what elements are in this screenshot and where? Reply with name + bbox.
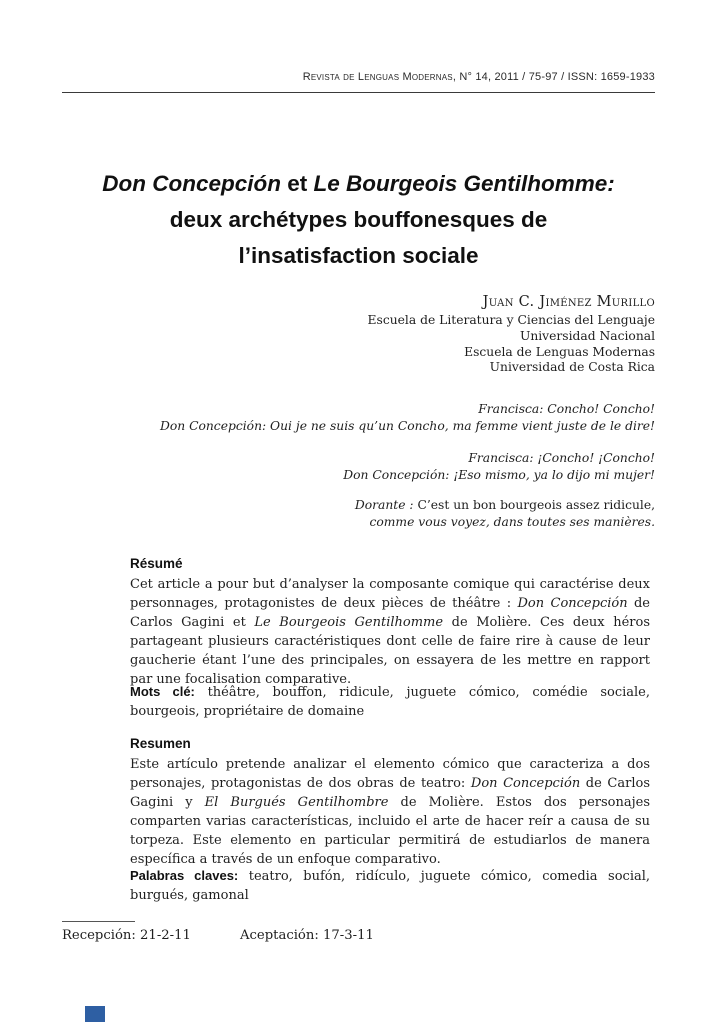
- palabras-claves-label: Palabras claves:: [130, 868, 239, 883]
- palabras-claves-text: teatro, bufón, ridículo, juguete cómico, comedia social, burgués, gamonal: [130, 869, 651, 903]
- author-block: [368, 294, 655, 376]
- epigraph-line: Don Concepción: Oui je ne suis qu’un Concho, ma femme vient juste de le dire!: [159, 419, 655, 433]
- epigraph-line: Francisca: Concho! Concho!: [478, 402, 655, 416]
- epigraph-line: Don Concepción: ¡Eso mismo, ya lo dijo mi mujer!: [343, 468, 655, 482]
- epigraph-line: comme vous voyez, dans toutes ses manières.: [369, 515, 655, 529]
- resumen-paragraph: Este artículo pretende analizar el elemento cómico que caracteriza a dos personajes, protagonistas de dos obras de teatro: Don Concepción de Carlos Gagini y El Burgués Gentilhombre de Molière. Estos dos personajes comparten varias características, incluido el arte de hacer reír a causa de su torpeza. Este elemento en particular permitirá de estudiarlos de manera específica a través de un enfoque comparativo.: [130, 757, 651, 867]
- epigraph-quote-1: [120, 401, 655, 435]
- resume-heading: Résumé: [130, 556, 183, 571]
- mots-cle-text: théâtre, bouffon, ridicule, juguete cómico, comédie sociale, bourgeois, propriétaire de domaine: [130, 685, 650, 719]
- mots-cle-block: [130, 682, 650, 721]
- epigraph-line: Francisca: ¡Concho! ¡Concho!: [468, 451, 655, 465]
- epigraph-quote-3: [120, 497, 655, 531]
- mots-cle-label: Mots clé:: [130, 684, 195, 699]
- author-affiliation: Escuela de Literatura y Ciencias del Lenguaje: [367, 313, 655, 327]
- footnote-separator-rule: [62, 921, 135, 922]
- author-affiliation: Universidad de Costa Rica: [489, 360, 655, 375]
- article-title-line3: l’insatisfaction sociale: [238, 243, 479, 268]
- author-name: Juan C. Jiménez Murillo: [482, 294, 655, 310]
- page-corner-mark: [85, 1006, 105, 1022]
- author-affiliation: Escuela de Lenguas Modernas: [464, 344, 655, 359]
- journal-header-line: Revista de Lenguas Modernas, N° 14, 2011 / 75-97 / ISSN: 1659-1933: [302, 71, 655, 83]
- article-title: [40, 166, 677, 274]
- dates-footer: [62, 928, 655, 943]
- author-affiliation: Universidad Nacional: [519, 328, 655, 343]
- reception-date: Recepción: 21-2-11: [62, 928, 191, 943]
- palabras-claves-block: [130, 866, 650, 905]
- article-title-line1: Don Concepción et Le Bourgeois Gentilhomme:: [102, 171, 615, 196]
- header-rule: [62, 92, 655, 93]
- acceptance-date: Aceptación: 17-3-11: [240, 928, 374, 943]
- article-title-line2: deux archétypes bouffonesques de: [169, 207, 548, 232]
- resumen-heading: Resumen: [130, 736, 191, 751]
- epigraph-line: Dorante : C’est un bon bourgeois assez ridicule,: [354, 498, 655, 512]
- epigraph-quote-2: [120, 450, 655, 484]
- resume-paragraph: Cet article a pour but d’analyser la composante comique qui caractérise deux personnages, protagonistes de deux pièces de théâtre : Don Concepción de Carlos Gagini et Le Bourgeois Gentilhomme de Molière. Ces deux héros partageant plusieurs caractéristiques dont celle de faire rire à cause de leur gaucherie étant l’une des principales, on essayera de les mettre en rapport par une focalisation comparative.: [130, 577, 650, 687]
